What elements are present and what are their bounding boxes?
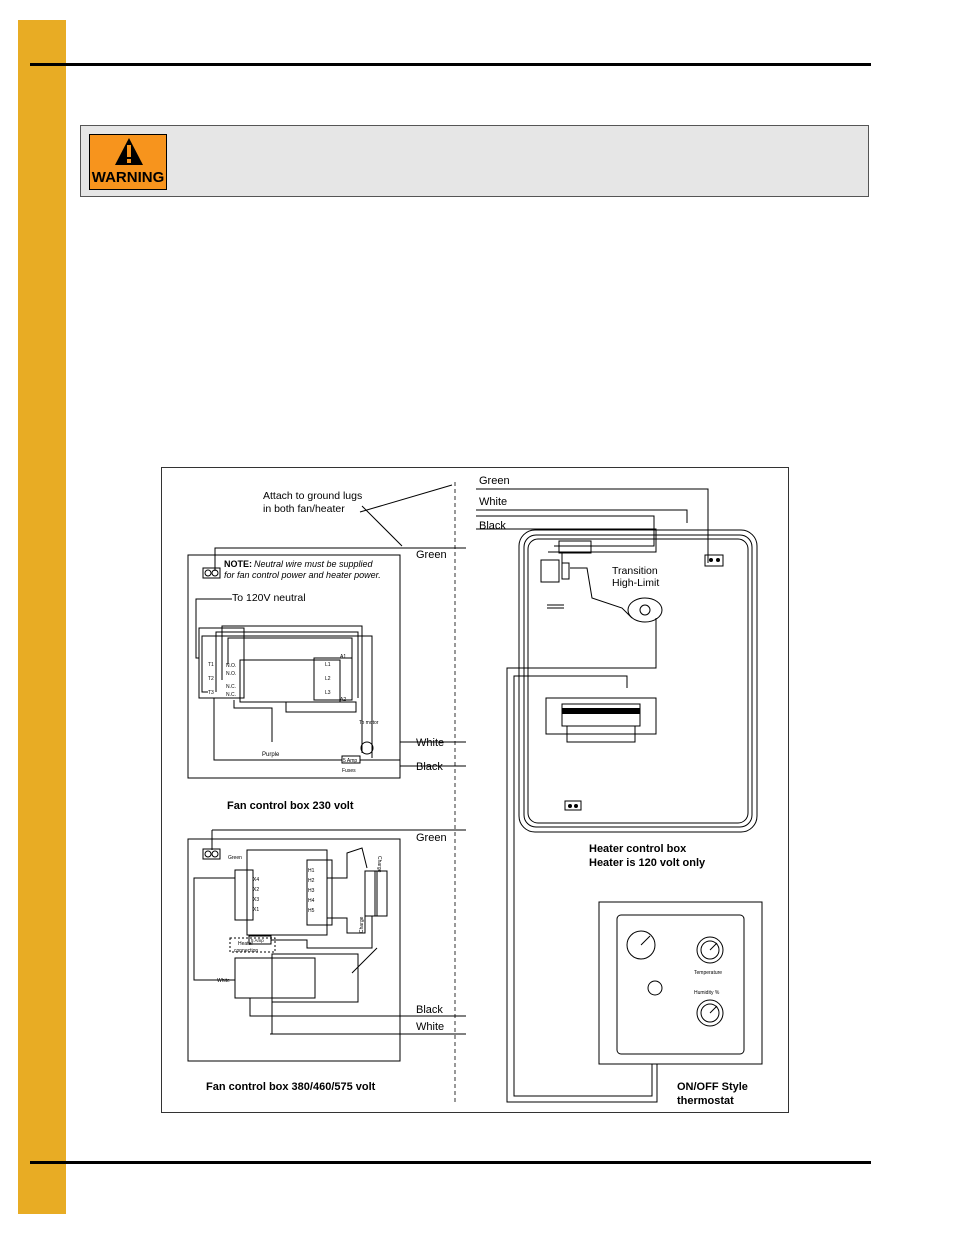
terminal-label: T2 [208,676,214,682]
terminal-label: A2 [340,697,347,703]
terminal-label: X4 [253,877,260,883]
header-rule [30,63,871,66]
fan-380-caption: Fan control box 380/460/575 volt [206,1081,376,1093]
terminal-label: H4 [308,898,315,904]
fuse-amp-label: 5 Amp [251,938,264,943]
note-bold: NOTE: [224,559,252,569]
warning-label: WARNING [91,169,165,186]
temperature-label: Temperature [694,970,723,976]
fuse-amp-label: 5 Amp [343,758,358,764]
terminal-label: H1 [308,868,315,874]
terminal-label: H3 [308,888,315,894]
wiring-diagram-svg [162,468,790,1114]
heater-connection-line2: connection [234,948,259,954]
terminal-label: H5 [308,908,315,914]
wire-label-green-380: Green [416,832,447,844]
terminal-label: X3 [253,897,260,903]
wire-label-black-230: Black [416,761,443,773]
heater-connection-line1: Heater [238,941,254,947]
purple-label: Purple [262,752,280,758]
heater-caption-line1: Heater control box [589,843,687,855]
note-line1: Neutral wire must be supplied [254,559,373,569]
charge-label: Charge [359,916,365,933]
transition-line1: Transition [612,565,658,577]
terminal-label: L3 [325,690,331,696]
footer-rule [30,1161,871,1164]
transition-line2: High-Limit [612,577,660,589]
neutral-label: To 120V neutral [232,592,306,604]
warning-box [80,125,869,197]
terminal-label: L2 [325,676,331,682]
wire-label-black-380: Black [416,1004,443,1016]
wire-label-green-230: Green [416,549,447,561]
ground-note-line2: in both fan/heater [263,503,345,515]
terminal-label: X1 [253,907,260,913]
terminal-label: X2 [253,887,260,893]
warning-triangle-icon [114,137,144,167]
contact-label: N.O. [226,663,237,669]
wire-label-black: Black [479,520,506,532]
terminal-label: T1 [208,662,214,668]
wire-label-green: Green [479,475,510,487]
terminal-label: T3 [208,690,214,696]
wire-label-white-230: White [416,737,445,749]
heater-caption-line2: Heater is 120 volt only [589,857,706,869]
thermostat-line1: ON/OFF Style [677,1081,748,1093]
contact-label: N.C. [226,692,236,698]
contact-label: N.C. [226,684,236,690]
terminal-label: L1 [325,662,331,668]
ground-note-line1: Attach to ground lugs [263,490,363,502]
fuses-label: Fuses [342,768,356,774]
thermostat-line2: thermostat [677,1095,734,1107]
charge-label: Charge [376,856,382,873]
warning-badge [89,134,167,190]
green-small-label: Green [228,855,242,861]
to-motor-label: To motor [359,720,379,726]
wiring-diagram [161,467,789,1113]
fan-230-caption: Fan control box 230 volt [227,800,354,812]
white-small-label: White [217,978,230,984]
wire-label-white-380: White [416,1021,445,1033]
humidity-label: Humidity % [694,990,720,996]
contact-label: N.O. [226,671,237,677]
note-line2: for fan control power and heater power. [224,570,381,580]
side-color-bar [18,20,66,1214]
wire-label-white: White [479,496,508,508]
terminal-label: A1 [340,654,347,660]
terminal-label: H2 [308,878,315,884]
